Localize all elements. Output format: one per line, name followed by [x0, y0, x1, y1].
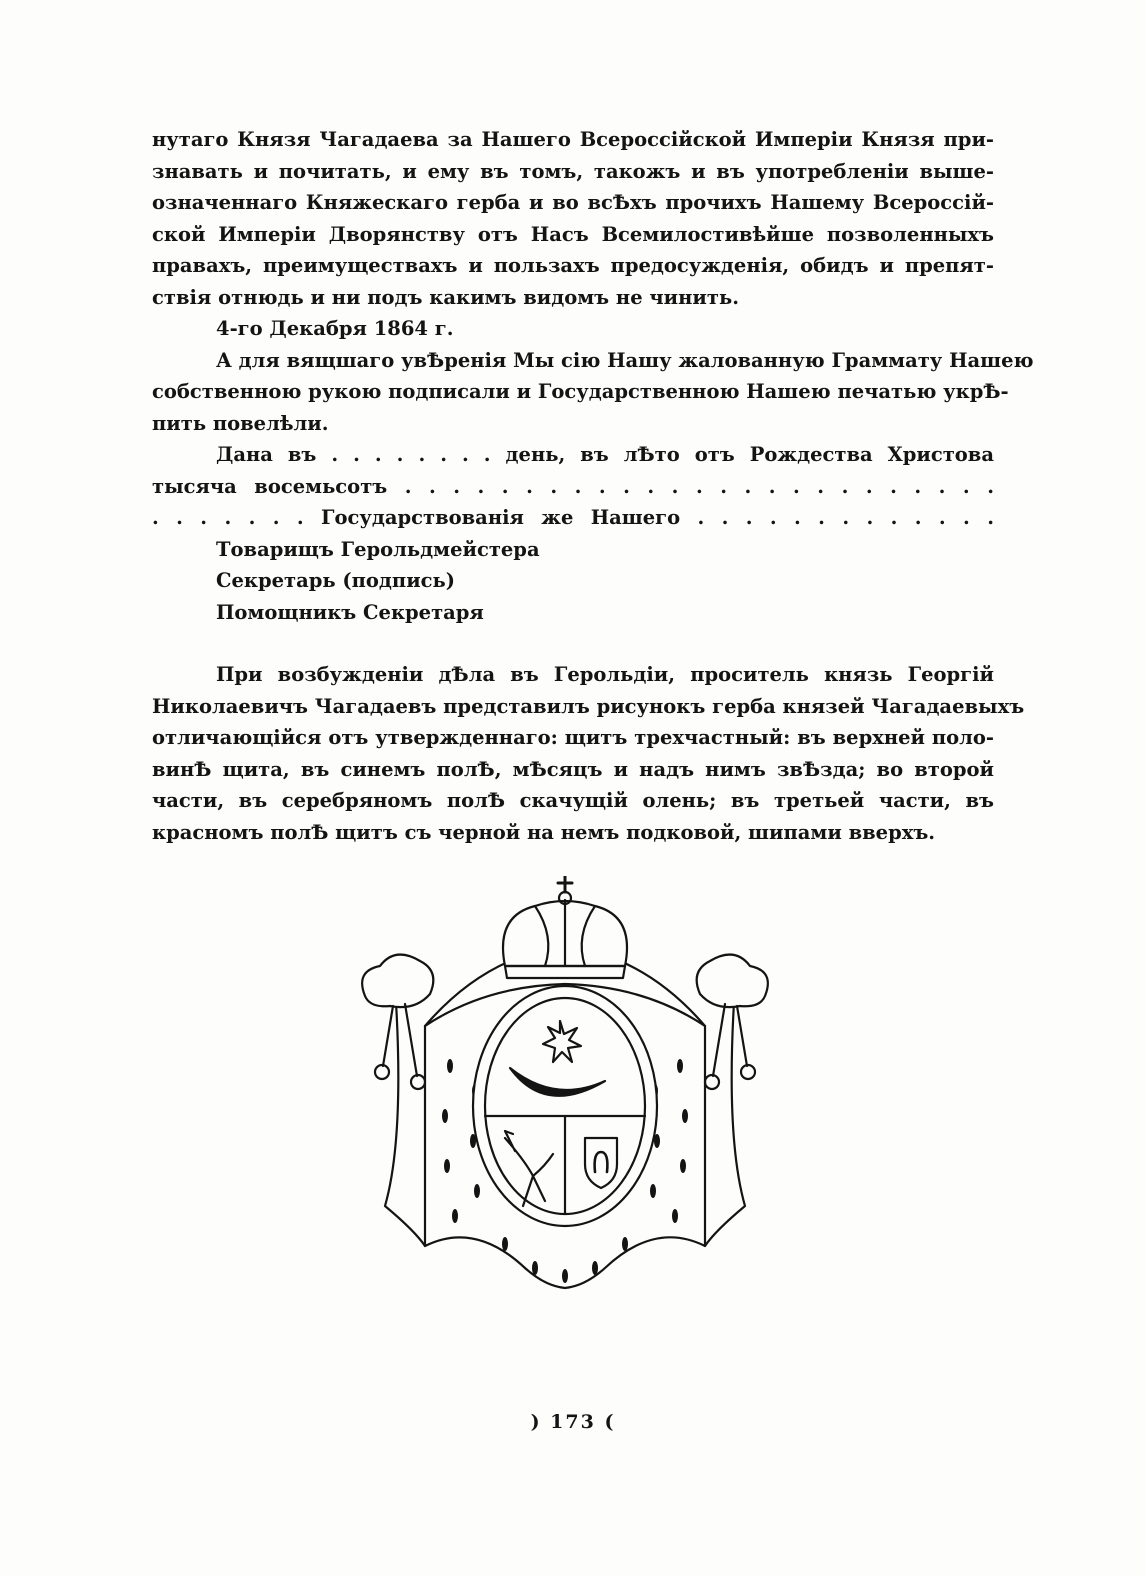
text-line: красномъ полѢ щитъ съ черной на немъ подковой, шипами вверхъ. — [152, 820, 936, 844]
left-knot — [362, 955, 433, 1008]
date-line: 4-го Декабря 1864 г. — [216, 317, 454, 340]
signature-line: Помощникъ Секретаря — [216, 600, 484, 624]
text-line: отличающійся отъ утвержденнаго: щитъ трехчастный: въ верхней поло- — [152, 726, 994, 749]
right-knot — [697, 955, 768, 1008]
signature-line: Товарищъ Герольдмейстера — [216, 537, 540, 561]
dotted-line: тысяча восемьсотъ . . . . . . . . . . . . . . . . . . . . . . . . . — [152, 474, 994, 498]
text-line: собственною рукою подписали и Государственною Нашею печатью укрѢ- — [152, 380, 1009, 403]
text-line: означеннаго Княжескаго герба и во всѢхъ прочихъ Нашему Всероссій- — [152, 191, 994, 214]
text-line: Дана въ . . . . . . . . день, въ лѢто отъ Рождества Христова — [216, 443, 994, 466]
main-text — [152, 124, 1034, 848]
text-line: При возбужденіи дѢла въ Герольдіи, проситель князь Георгій — [216, 663, 994, 686]
paragraph-gap — [152, 628, 994, 659]
text-line: нутаго Князя Чагадаева за Нашего Всероссійской Имперіи Князя при- — [152, 128, 994, 151]
text-line: знавать и почитать, и ему въ томъ, такожъ и въ употребленіи выше- — [152, 159, 994, 183]
text-line: ствія отнюдь и ни подъ какимъ видомъ не чинить. — [152, 285, 739, 309]
text-line: пить повелѣли. — [152, 411, 329, 435]
dotted-line: . . . . . . . Государствованія же Нашего . . . . . . . . . . . . . — [152, 506, 994, 529]
text-line: части, въ серебряномъ полѢ скачущій олень; въ третьей части, въ — [152, 789, 994, 812]
text-line: А для вящшаго увѢренія Мы сію Нашу жалованную Граммату Нашею — [216, 348, 1034, 372]
coat-of-arms-illustration — [355, 876, 775, 1302]
text-line: винѢ щита, въ синемъ полѢ, мѢсяцъ и надъ нимъ звѢзда; во второй — [152, 757, 994, 781]
signature-line: Секретарь (подпись) — [216, 569, 455, 592]
text-line: Николаевичъ Чагадаевъ представилъ рисунокъ герба князей Чагадаевыхъ — [152, 694, 1025, 718]
text-line: ской Имперіи Дворянству отъ Насъ Всемилостивѣйше позволенныхъ — [152, 222, 994, 246]
text-line: правахъ, преимуществахъ и пользахъ предосужденія, обидъ и препят- — [152, 254, 994, 277]
page-number: ) 173 ( — [530, 1411, 616, 1433]
